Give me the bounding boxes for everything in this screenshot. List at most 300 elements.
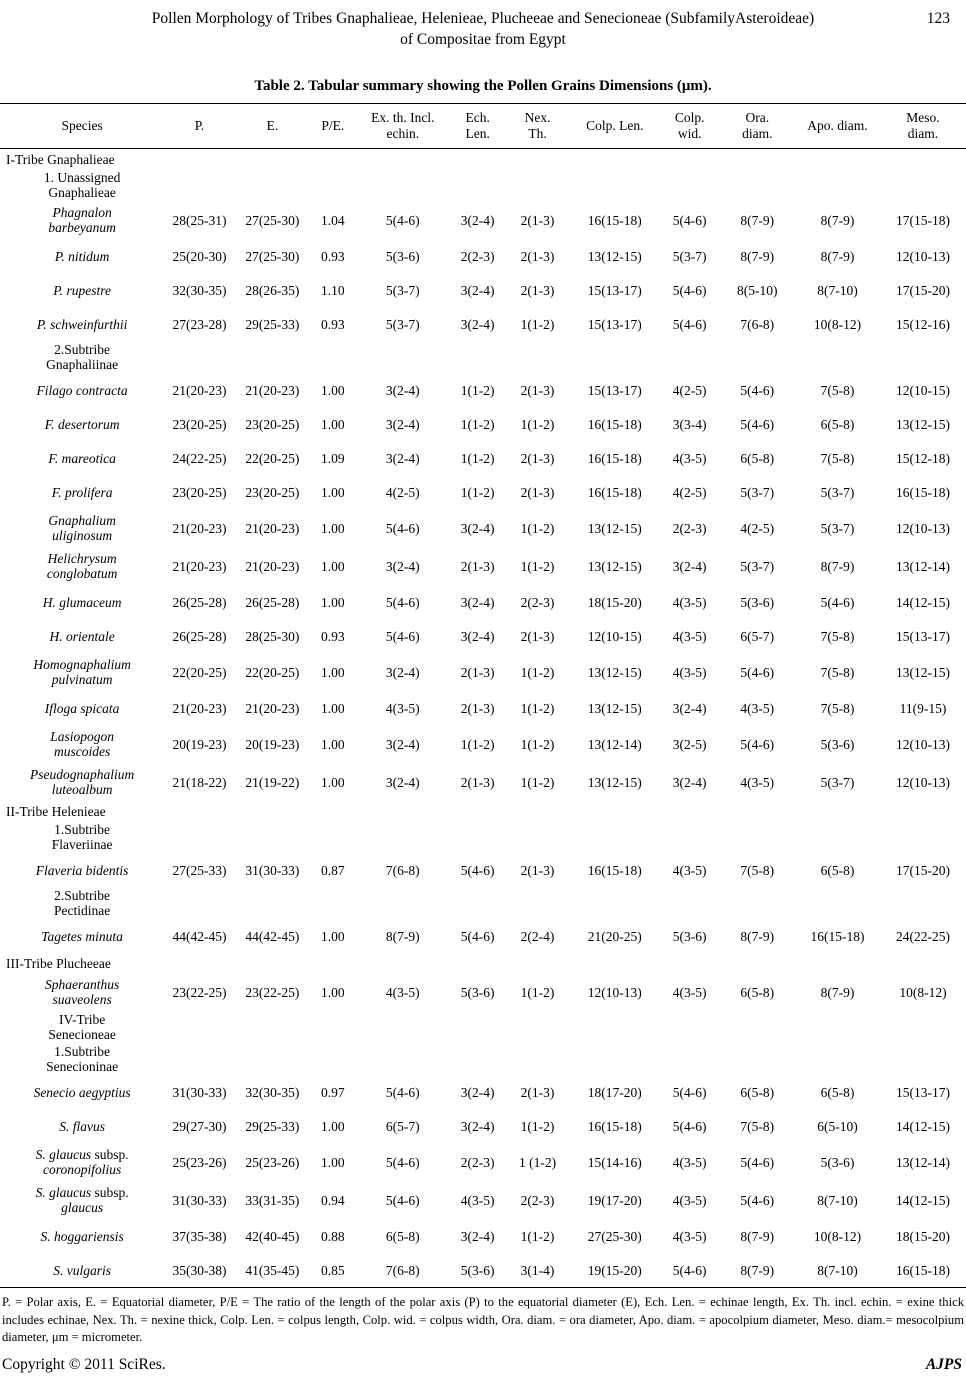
value-ech-len: 3(2-4)	[460, 594, 495, 610]
value-colp-len: 19(17-20)	[587, 1192, 642, 1208]
value-ex-th-incl-echin: 3(2-4)	[385, 416, 420, 432]
value-ex-th-incl-echin: 5(4-6)	[385, 520, 420, 536]
value-nex-th: 1(1-2)	[520, 558, 555, 574]
value-ex-th-incl-echin: 5(4-6)	[385, 1192, 420, 1208]
value-ora-diam: 8(7-9)	[740, 928, 775, 944]
value-meso-diam: 13(12-14)	[895, 558, 950, 574]
value-p: 32(30-35)	[172, 282, 227, 298]
taxon-group-row	[0, 169, 966, 201]
col-header-pe: P/E.	[310, 104, 355, 149]
species-name: Pseudognaphalium luteoalbum	[29, 767, 135, 797]
species-name: H. orientale	[49, 628, 115, 644]
value-e: 23(20-25)	[245, 484, 300, 500]
species-name: Gnaphalium uliginosum	[48, 513, 116, 543]
species-name	[0, 1143, 164, 1181]
value-meso-diam: 18(15-20)	[895, 1228, 950, 1244]
value-colp-len: 13(12-15)	[587, 774, 642, 790]
col-header-ex-th-incl-echin: Ex. th. Incl. echin.	[355, 104, 450, 149]
value-e: 41(35-45)	[245, 1262, 300, 1278]
value-apo-diam: 6(5-10)	[817, 1118, 858, 1134]
species-row	[0, 201, 966, 239]
col-header-ech-len: Ech. Len.	[450, 104, 505, 149]
taxon-group-label: IV-Tribe Senecioneae	[48, 1012, 116, 1042]
value-colp-wid: 3(3-4)	[672, 416, 707, 432]
value-pe: 0.85	[320, 1262, 345, 1278]
value-nex-th: 2(2-4)	[520, 928, 555, 944]
value-colp-len: 12(10-13)	[587, 984, 642, 1000]
species-row	[0, 763, 966, 801]
value-colp-wid: 2(2-3)	[672, 520, 707, 536]
species-name-segment: glaucus	[61, 1200, 104, 1215]
species-row	[0, 1253, 966, 1288]
value-colp-len: 15(13-17)	[587, 382, 642, 398]
species-name: Flaveria bidentis	[35, 862, 129, 878]
value-ex-th-incl-echin: 3(2-4)	[385, 450, 420, 466]
value-colp-wid: 4(3-5)	[672, 594, 707, 610]
taxon-group-label: III-Tribe Plucheeae	[6, 955, 111, 971]
value-ech-len: 3(2-4)	[460, 520, 495, 536]
running-head-title-line2: of Compositae from Egypt	[400, 31, 566, 48]
value-colp-len: 16(15-18)	[587, 450, 642, 466]
value-p: 26(25-28)	[172, 594, 227, 610]
running-head-title-line1: Pollen Morphology of Tribes Gnaphalieae, Helenieae, Plucheeae and Senecioneae (SubfamilyAsteroideae)	[151, 10, 815, 27]
value-nex-th: 1(1-2)	[520, 700, 555, 716]
value-ora-diam: 5(4-6)	[740, 664, 775, 680]
value-colp-wid: 5(3-7)	[672, 248, 707, 264]
species-row	[0, 1143, 966, 1181]
species-row	[0, 373, 966, 407]
value-meso-diam: 14(12-15)	[895, 594, 950, 610]
header-row	[0, 104, 966, 149]
value-meso-diam: 13(12-14)	[895, 1154, 950, 1170]
value-ex-th-incl-echin: 7(6-8)	[385, 1262, 420, 1278]
value-meso-diam: 12(10-13)	[895, 520, 950, 536]
taxon-group-row	[0, 341, 966, 373]
value-meso-diam: 17(15-18)	[895, 212, 950, 228]
value-ech-len: 2(2-3)	[460, 1154, 495, 1170]
value-colp-wid: 3(2-5)	[672, 736, 707, 752]
value-colp-wid: 5(4-6)	[672, 316, 707, 332]
value-e: 29(25-33)	[245, 1118, 300, 1134]
value-e: 42(40-45)	[245, 1228, 300, 1244]
value-p: 22(20-25)	[172, 664, 227, 680]
value-apo-diam: 7(5-8)	[820, 450, 855, 466]
value-nex-th: 1(1-2)	[520, 984, 555, 1000]
species-row	[0, 1219, 966, 1253]
value-ex-th-incl-echin: 5(4-6)	[385, 628, 420, 644]
col-header-colp-len: Colp. Len.	[570, 104, 660, 149]
value-ech-len: 5(4-6)	[460, 928, 495, 944]
species-name: S. vulgaris	[53, 1262, 111, 1278]
value-apo-diam: 8(7-10)	[817, 282, 858, 298]
value-apo-diam: 7(5-8)	[820, 382, 855, 398]
value-ech-len: 3(2-4)	[460, 1118, 495, 1134]
value-nex-th: 1(1-2)	[520, 1118, 555, 1134]
value-e: 21(20-23)	[245, 700, 300, 716]
value-apo-diam: 10(8-12)	[813, 1228, 862, 1244]
value-pe: 0.88	[320, 1228, 345, 1244]
value-e: 28(26-35)	[245, 282, 300, 298]
value-pe: 1.00	[320, 984, 345, 1000]
value-ora-diam: 8(7-9)	[740, 1228, 775, 1244]
value-colp-len: 15(13-17)	[587, 282, 642, 298]
value-pe: 1.00	[320, 774, 345, 790]
value-ex-th-incl-echin: 6(5-8)	[385, 1228, 420, 1244]
value-p: 20(19-23)	[172, 736, 227, 752]
species-row	[0, 441, 966, 475]
value-ora-diam: 4(3-5)	[740, 700, 775, 716]
taxon-group-label: 2.Subtribe Pectidinae	[53, 888, 111, 918]
value-nex-th: 2(1-3)	[520, 212, 555, 228]
value-e: 20(19-23)	[245, 736, 300, 752]
taxon-group-label: II-Tribe Helenieae	[6, 803, 106, 819]
species-row	[0, 307, 966, 341]
value-ora-diam: 6(5-8)	[740, 1084, 775, 1100]
value-e: 26(25-28)	[245, 594, 300, 610]
value-p: 27(23-28)	[172, 316, 227, 332]
value-p: 25(23-26)	[172, 1154, 227, 1170]
value-ex-th-incl-echin: 5(3-7)	[385, 282, 420, 298]
value-meso-diam: 17(15-20)	[895, 862, 950, 878]
value-ora-diam: 6(5-8)	[740, 450, 775, 466]
value-colp-wid: 5(3-6)	[672, 928, 707, 944]
species-row	[0, 273, 966, 307]
value-colp-len: 16(15-18)	[587, 862, 642, 878]
value-e: 29(25-33)	[245, 316, 300, 332]
value-ora-diam: 5(3-6)	[740, 594, 775, 610]
value-ex-th-incl-echin: 3(2-4)	[385, 774, 420, 790]
value-p: 31(30-33)	[172, 1192, 227, 1208]
value-pe: 1.00	[320, 736, 345, 752]
value-ora-diam: 5(4-6)	[740, 736, 775, 752]
copyright-text: Copyright © 2011 SciRes.	[2, 1356, 166, 1373]
value-ora-diam: 5(4-6)	[740, 416, 775, 432]
value-p: 23(20-25)	[172, 484, 227, 500]
value-e: 21(19-22)	[245, 774, 300, 790]
value-ech-len: 3(2-4)	[460, 1228, 495, 1244]
value-colp-len: 19(15-20)	[587, 1262, 642, 1278]
value-pe: 1.00	[320, 484, 345, 500]
value-p: 37(35-38)	[172, 1228, 227, 1244]
species-name-segment: coronopifolius	[42, 1162, 122, 1177]
value-apo-diam: 8(7-9)	[820, 248, 855, 264]
value-p: 31(30-33)	[172, 1084, 227, 1100]
value-e: 23(20-25)	[245, 416, 300, 432]
empty-cells	[164, 341, 966, 373]
value-ech-len: 1(1-2)	[460, 416, 495, 432]
value-meso-diam: 16(15-18)	[895, 1262, 950, 1278]
value-ech-len: 2(2-3)	[460, 248, 495, 264]
value-ech-len: 5(3-6)	[460, 1262, 495, 1278]
value-e: 23(22-25)	[245, 984, 300, 1000]
value-p: 44(42-45)	[172, 928, 227, 944]
value-ex-th-incl-echin: 5(3-7)	[385, 316, 420, 332]
value-ex-th-incl-echin: 6(5-7)	[385, 1118, 420, 1134]
value-ora-diam: 7(6-8)	[740, 316, 775, 332]
species-name-segment: subsp.	[94, 1147, 129, 1162]
value-p: 35(30-38)	[172, 1262, 227, 1278]
value-meso-diam: 14(12-15)	[895, 1192, 950, 1208]
value-ech-len: 3(2-4)	[460, 628, 495, 644]
species-name-segment: S. glaucus	[35, 1185, 95, 1200]
value-colp-len: 16(15-18)	[587, 484, 642, 500]
value-pe: 1.00	[320, 928, 345, 944]
value-e: 27(25-30)	[245, 248, 300, 264]
value-ora-diam: 5(3-7)	[740, 484, 775, 500]
col-header-apo-diam: Apo. diam.	[795, 104, 880, 149]
value-p: 21(20-23)	[172, 700, 227, 716]
value-pe: 1.00	[320, 664, 345, 680]
value-ex-th-incl-echin: 4(3-5)	[385, 984, 420, 1000]
value-ex-th-incl-echin: 3(2-4)	[385, 558, 420, 574]
empty-cells	[164, 887, 966, 919]
species-name: Homognaphalium pulvinatum	[33, 657, 131, 687]
empty-cells	[164, 1043, 966, 1075]
species-row	[0, 919, 966, 953]
value-colp-wid: 4(3-5)	[672, 450, 707, 466]
value-ora-diam: 8(7-9)	[740, 212, 775, 228]
species-name: P. rupestre	[53, 282, 111, 298]
species-name: P. nitidum	[54, 248, 110, 264]
value-nex-th: 3(1-4)	[520, 1262, 555, 1278]
value-ech-len: 5(3-6)	[460, 984, 495, 1000]
value-ech-len: 2(1-3)	[460, 700, 495, 716]
value-apo-diam: 5(3-7)	[820, 520, 855, 536]
value-pe: 0.97	[320, 1084, 345, 1100]
value-colp-wid: 5(4-6)	[672, 282, 707, 298]
value-ex-th-incl-echin: 5(4-6)	[385, 212, 420, 228]
species-name: Senecio aegyptius	[33, 1084, 131, 1100]
value-e: 22(20-25)	[245, 664, 300, 680]
value-colp-len: 16(15-18)	[587, 1118, 642, 1134]
col-header-meso-diam: Meso. diam.	[880, 104, 966, 149]
value-nex-th: 1 (1-2)	[518, 1154, 557, 1170]
value-meso-diam: 15(13-17)	[895, 628, 950, 644]
value-ech-len: 3(2-4)	[460, 1084, 495, 1100]
value-colp-len: 13(12-15)	[587, 700, 642, 716]
taxon-group-label: 1.Subtribe Flaveriinae	[51, 822, 113, 852]
value-ex-th-incl-echin: 3(2-4)	[385, 736, 420, 752]
value-pe: 1.00	[320, 700, 345, 716]
species-name: H. glumaceum	[42, 594, 122, 610]
value-ech-len: 1(1-2)	[460, 736, 495, 752]
value-e: 22(20-25)	[245, 450, 300, 466]
value-e: 44(42-45)	[245, 928, 300, 944]
value-ech-len: 1(1-2)	[460, 484, 495, 500]
species-name: Lasiopogon muscoides	[50, 729, 114, 759]
value-p: 23(22-25)	[172, 984, 227, 1000]
value-nex-th: 2(1-3)	[520, 484, 555, 500]
value-e: 21(20-23)	[245, 520, 300, 536]
value-apo-diam: 5(3-6)	[820, 736, 855, 752]
value-ech-len: 2(1-3)	[460, 558, 495, 574]
value-ech-len: 3(2-4)	[460, 212, 495, 228]
col-header-p: P.	[164, 104, 235, 149]
value-colp-wid: 4(2-5)	[672, 484, 707, 500]
value-ex-th-incl-echin: 5(4-6)	[385, 1084, 420, 1100]
species-row	[0, 653, 966, 691]
value-p: 25(20-30)	[172, 248, 227, 264]
value-pe: 0.87	[320, 862, 345, 878]
value-p: 23(20-25)	[172, 416, 227, 432]
value-ex-th-incl-echin: 4(2-5)	[385, 484, 420, 500]
value-colp-wid: 3(2-4)	[672, 774, 707, 790]
value-colp-len: 18(17-20)	[587, 1084, 642, 1100]
empty-cells	[164, 149, 966, 170]
value-pe: 0.93	[320, 628, 345, 644]
value-colp-len: 16(15-18)	[587, 416, 642, 432]
value-pe: 1.00	[320, 594, 345, 610]
species-name-segment: subsp.	[94, 1185, 129, 1200]
value-nex-th: 2(1-3)	[520, 862, 555, 878]
value-ora-diam: 5(3-7)	[740, 558, 775, 574]
taxon-group-label: 1. Unassigned Gnaphalieae	[43, 170, 121, 200]
value-meso-diam: 10(8-12)	[899, 984, 947, 1000]
value-pe: 0.93	[320, 248, 345, 264]
value-p: 26(25-28)	[172, 628, 227, 644]
value-colp-wid: 4(3-5)	[672, 628, 707, 644]
value-p: 21(20-23)	[172, 520, 227, 536]
value-ex-th-incl-echin: 7(6-8)	[385, 862, 420, 878]
species-name: P. schweinfurthii	[36, 316, 128, 332]
value-p: 27(25-33)	[172, 862, 227, 878]
value-pe: 1.00	[320, 1118, 345, 1134]
value-ora-diam: 8(7-9)	[740, 248, 775, 264]
taxon-group-label: I-Tribe Gnaphalieae	[6, 151, 115, 167]
value-nex-th: 2(1-3)	[520, 450, 555, 466]
species-row	[0, 725, 966, 763]
value-ech-len: 1(1-2)	[460, 450, 495, 466]
col-header-colp-wid: Colp. wid.	[660, 104, 720, 149]
species-name: Ifloga spicata	[44, 700, 120, 716]
value-meso-diam: 16(15-18)	[895, 484, 950, 500]
value-p: 21(18-22)	[172, 774, 227, 790]
journal-abbrev: AJPS	[925, 1356, 962, 1373]
value-ora-diam: 6(5-7)	[740, 628, 775, 644]
value-meso-diam: 13(12-15)	[895, 664, 950, 680]
value-meso-diam: 11(9-15)	[899, 700, 947, 716]
empty-cells	[164, 953, 966, 973]
value-apo-diam: 10(8-12)	[813, 316, 862, 332]
value-ech-len: 5(4-6)	[460, 862, 495, 878]
value-apo-diam: 8(7-9)	[820, 212, 855, 228]
species-row	[0, 691, 966, 725]
taxon-group-row	[0, 953, 966, 973]
value-p: 29(27-30)	[172, 1118, 227, 1134]
value-pe: 1.00	[320, 558, 345, 574]
table-body	[0, 149, 966, 1288]
page-number: 123	[926, 10, 950, 27]
value-nex-th: 1(1-2)	[520, 416, 555, 432]
value-ex-th-incl-echin: 8(7-9)	[385, 928, 420, 944]
value-ech-len: 2(1-3)	[460, 664, 495, 680]
value-pe: 1.00	[320, 520, 345, 536]
taxon-group-label: 2.Subtribe Gnaphaliinae	[46, 342, 119, 372]
species-name: Phagnalon barbeyanum	[48, 205, 116, 235]
value-colp-len: 16(15-18)	[587, 212, 642, 228]
table-caption: Table 2. Tabular summary showing the Pollen Grains Dimensions (μm).	[254, 78, 712, 94]
taxon-group-row	[0, 821, 966, 853]
col-header-e: E.	[235, 104, 310, 149]
value-nex-th: 1(1-2)	[520, 774, 555, 790]
species-row	[0, 1181, 966, 1219]
species-name: Filago contracta	[36, 382, 128, 398]
value-colp-wid: 3(2-4)	[672, 700, 707, 716]
value-ora-diam: 4(3-5)	[740, 774, 775, 790]
value-pe: 1.04	[320, 212, 345, 228]
value-p: 28(25-31)	[172, 212, 227, 228]
value-nex-th: 2(1-3)	[520, 628, 555, 644]
value-pe: 1.09	[320, 450, 345, 466]
value-ex-th-incl-echin: 5(4-6)	[385, 1154, 420, 1170]
value-nex-th: 1(1-2)	[520, 664, 555, 680]
value-ech-len: 4(3-5)	[460, 1192, 495, 1208]
value-e: 33(31-35)	[245, 1192, 300, 1208]
value-pe: 0.93	[320, 316, 345, 332]
value-colp-wid: 4(3-5)	[672, 984, 707, 1000]
value-colp-wid: 4(3-5)	[672, 1154, 707, 1170]
value-meso-diam: 14(12-15)	[895, 1118, 950, 1134]
species-name: Tagetes minuta	[41, 928, 123, 944]
value-colp-wid: 5(4-6)	[672, 1084, 707, 1100]
species-row	[0, 619, 966, 653]
value-ex-th-incl-echin: 3(2-4)	[385, 664, 420, 680]
species-row	[0, 239, 966, 273]
value-ora-diam: 5(4-6)	[740, 382, 775, 398]
value-apo-diam: 6(5-8)	[820, 1084, 855, 1100]
value-colp-wid: 4(3-5)	[672, 1228, 707, 1244]
value-ora-diam: 5(4-6)	[740, 1192, 775, 1208]
species-row	[0, 509, 966, 547]
value-ora-diam: 5(4-6)	[740, 1154, 775, 1170]
value-p: 21(20-23)	[172, 558, 227, 574]
value-apo-diam: 7(5-8)	[820, 700, 855, 716]
species-name: F. mareotica	[48, 450, 116, 466]
value-colp-len: 12(10-15)	[587, 628, 642, 644]
species-row	[0, 547, 966, 585]
value-nex-th: 2(1-3)	[520, 248, 555, 264]
species-row	[0, 475, 966, 509]
value-e: 21(20-23)	[245, 558, 300, 574]
species-name: Helichrysum conglobatum	[46, 551, 118, 581]
value-colp-len: 13(12-14)	[587, 736, 642, 752]
value-meso-diam: 13(12-15)	[895, 416, 950, 432]
value-apo-diam: 6(5-8)	[820, 862, 855, 878]
value-pe: 1.10	[320, 282, 345, 298]
value-apo-diam: 8(7-9)	[820, 558, 855, 574]
taxon-group-row	[0, 887, 966, 919]
value-p: 24(22-25)	[172, 450, 227, 466]
species-name: F. prolifera	[51, 484, 113, 500]
value-colp-len: 15(13-17)	[587, 316, 642, 332]
value-colp-len: 13(12-15)	[587, 664, 642, 680]
value-colp-wid: 3(2-4)	[672, 558, 707, 574]
value-colp-len: 13(12-15)	[587, 520, 642, 536]
value-ora-diam: 7(5-8)	[740, 862, 775, 878]
value-apo-diam: 16(15-18)	[810, 928, 865, 944]
col-header-nex-th: Nex. Th.	[505, 104, 570, 149]
value-meso-diam: 15(13-17)	[895, 1084, 950, 1100]
species-name	[0, 1181, 164, 1219]
value-ex-th-incl-echin: 4(3-5)	[385, 700, 420, 716]
value-e: 27(25-30)	[245, 212, 300, 228]
value-nex-th: 1(1-2)	[520, 520, 555, 536]
taxon-group-row	[0, 801, 966, 821]
value-e: 31(30-33)	[245, 862, 300, 878]
value-nex-th: 1(1-2)	[520, 1228, 555, 1244]
value-ora-diam: 7(5-8)	[740, 1118, 775, 1134]
value-nex-th: 2(1-3)	[520, 382, 555, 398]
